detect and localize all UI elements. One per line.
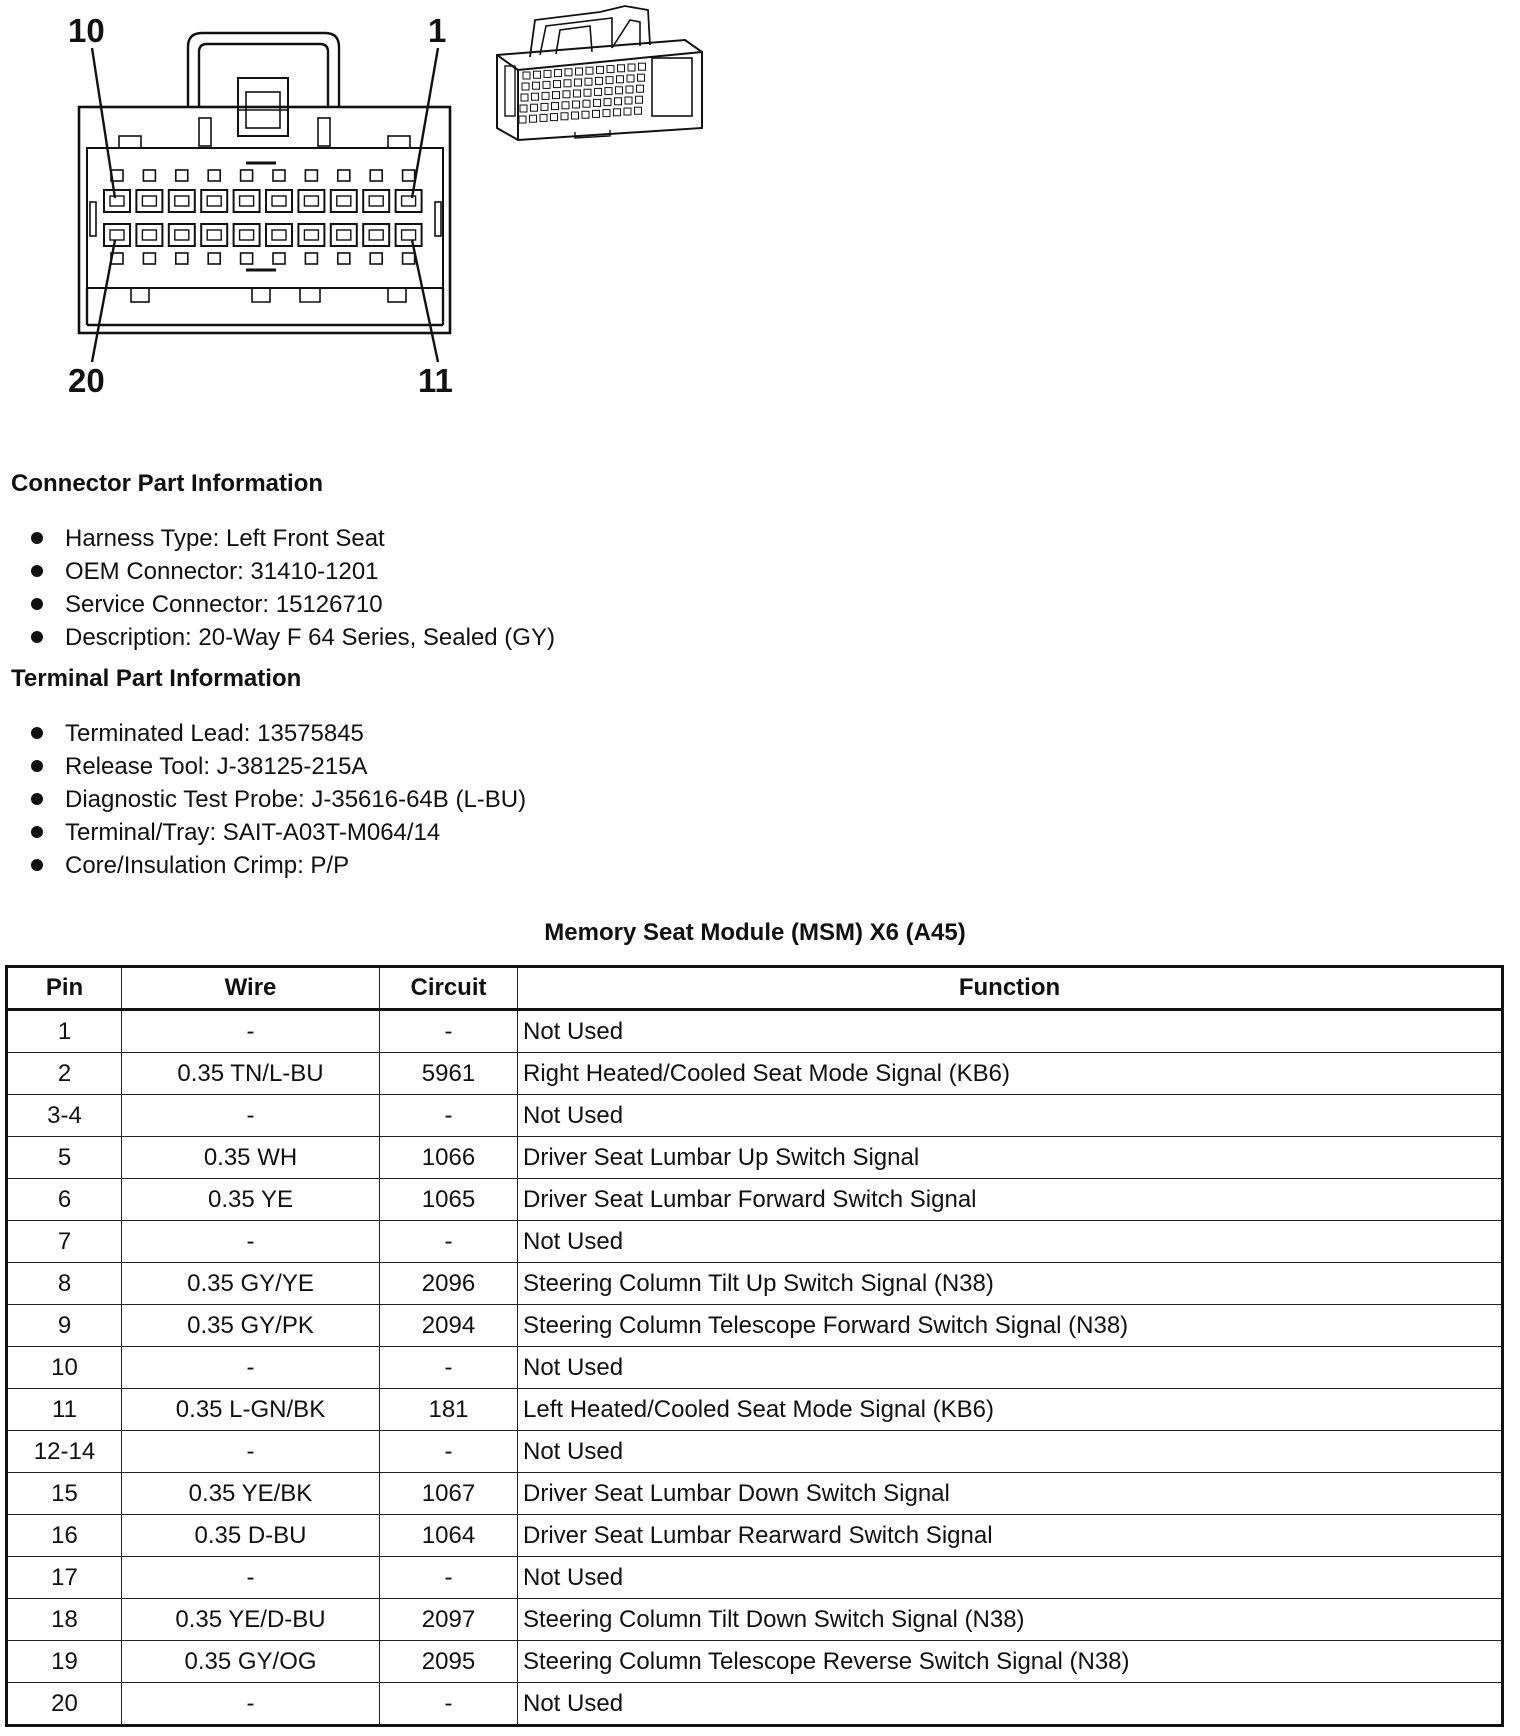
pin-cell: 16 xyxy=(7,1515,122,1557)
iso-cavity xyxy=(530,115,537,122)
circuit-cell: 2097 xyxy=(380,1599,518,1641)
wire-cell: - xyxy=(122,1683,380,1726)
circuit-cell: - xyxy=(380,1010,518,1053)
list-item xyxy=(28,555,555,588)
table-row xyxy=(7,1305,1503,1347)
terminal-info-release-tool: Release Tool: J-38125-215A xyxy=(65,753,368,780)
cavity-key-slot xyxy=(208,253,220,264)
function-cell: Not Used xyxy=(518,1431,1503,1473)
iso-cavity xyxy=(615,98,622,105)
table-row xyxy=(7,1683,1503,1726)
pin-cavity-inner xyxy=(272,196,286,206)
iso-cavity xyxy=(543,81,550,88)
table-row xyxy=(7,1137,1503,1179)
cavity-key-slot xyxy=(273,253,285,264)
wire-cell: 0.35 YE/BK xyxy=(122,1473,380,1515)
list-item xyxy=(28,717,526,750)
connector-info-harness-type: Harness Type: Left Front Seat xyxy=(65,525,385,552)
iso-cavity xyxy=(520,105,527,112)
function-cell: Driver Seat Lumbar Up Switch Signal xyxy=(518,1137,1503,1179)
iso-cavity xyxy=(616,87,623,94)
function-cell: Steering Column Telescope Forward Switch Signal (N38) xyxy=(518,1305,1503,1347)
iso-cavity xyxy=(563,91,570,98)
circuit-cell: - xyxy=(380,1557,518,1599)
pin-cavity-inner xyxy=(402,230,416,240)
iso-cavity xyxy=(626,86,633,93)
function-cell: Right Heated/Cooled Seat Mode Signal (KB6) xyxy=(518,1053,1503,1095)
table-row xyxy=(7,1557,1503,1599)
pin-cell: 1 xyxy=(7,1010,122,1053)
pin-cell: 7 xyxy=(7,1221,122,1263)
wire-cell: - xyxy=(122,1557,380,1599)
iso-cavity xyxy=(639,63,646,70)
terminal-info-terminal-tray: Terminal/Tray: SAIT-A03T-M064/14 xyxy=(65,819,441,846)
iso-cavity xyxy=(552,103,559,110)
wire-cell: 0.35 YE/D-BU xyxy=(122,1599,380,1641)
cavity-key-slot xyxy=(143,253,155,264)
column-header-circuit: Circuit xyxy=(380,967,518,1010)
iso-cavity xyxy=(573,101,580,108)
connector-isometric-view xyxy=(497,6,702,140)
pin-cavity-inner xyxy=(369,230,383,240)
function-cell: Not Used xyxy=(518,1010,1503,1053)
iso-cavity xyxy=(551,114,558,121)
function-cell: Left Heated/Cooled Seat Mode Signal (KB6) xyxy=(518,1389,1503,1431)
column-header-pin: Pin xyxy=(7,967,122,1010)
wire-cell: 0.35 WH xyxy=(122,1137,380,1179)
iso-cavity xyxy=(605,88,612,95)
column-header-wire: Wire xyxy=(122,967,380,1010)
iso-cavity xyxy=(561,113,568,120)
circuit-cell: 2094 xyxy=(380,1305,518,1347)
function-cell: Steering Column Tilt Up Switch Signal (N38) xyxy=(518,1263,1503,1305)
iso-cavity xyxy=(595,88,602,95)
iso-cavity xyxy=(544,70,551,77)
pin-cell: 18 xyxy=(7,1599,122,1641)
wire-cell: - xyxy=(122,1347,380,1389)
wire-cell: 0.35 YE xyxy=(122,1179,380,1221)
function-cell: Steering Column Tilt Down Switch Signal (N38) xyxy=(518,1599,1503,1641)
pin-cell: 2 xyxy=(7,1053,122,1095)
pin-cavity-inner xyxy=(402,196,416,206)
bullet-icon xyxy=(31,760,43,772)
pin-cell: 19 xyxy=(7,1641,122,1683)
circuit-cell: 1067 xyxy=(380,1473,518,1515)
function-cell: Driver Seat Lumbar Down Switch Signal xyxy=(518,1473,1503,1515)
table-row xyxy=(7,1515,1503,1557)
circuit-cell: - xyxy=(380,1095,518,1137)
table-row xyxy=(7,1179,1503,1221)
iso-cavity xyxy=(638,74,645,81)
pin-cavity-inner xyxy=(240,230,254,240)
pin-label-10: 10 xyxy=(68,12,105,49)
pin-cavity-inner xyxy=(142,196,156,206)
iso-cavity xyxy=(625,97,632,104)
list-item xyxy=(28,849,526,882)
cavity-key-slot xyxy=(370,170,382,181)
circuit-cell: 1066 xyxy=(380,1137,518,1179)
pin-cell: 15 xyxy=(7,1473,122,1515)
pin-cell: 17 xyxy=(7,1557,122,1599)
connector-diagram xyxy=(0,0,720,410)
pin-cavity-inner xyxy=(337,196,351,206)
function-cell: Not Used xyxy=(518,1683,1503,1726)
function-cell: Driver Seat Lumbar Forward Switch Signal xyxy=(518,1179,1503,1221)
function-cell: Not Used xyxy=(518,1347,1503,1389)
iso-cavity xyxy=(531,104,538,111)
iso-cavity xyxy=(583,100,590,107)
pin-cell: 5 xyxy=(7,1137,122,1179)
circuit-cell: 2096 xyxy=(380,1263,518,1305)
iso-cavity xyxy=(540,114,547,121)
pin-cell: 3-4 xyxy=(7,1095,122,1137)
iso-cavity xyxy=(534,71,541,78)
iso-cavity xyxy=(597,66,604,73)
iso-cavity xyxy=(596,77,603,84)
iso-cavity xyxy=(523,72,530,79)
pin-cavity-inner xyxy=(142,230,156,240)
wire-cell: - xyxy=(122,1095,380,1137)
iso-cavity xyxy=(627,75,634,82)
cavity-key-slot xyxy=(338,253,350,264)
iso-cavity xyxy=(519,116,526,123)
iso-cavity xyxy=(617,76,624,83)
table-row xyxy=(7,1095,1503,1137)
circuit-cell: 5961 xyxy=(380,1053,518,1095)
cavity-key-slot xyxy=(403,253,415,264)
list-item xyxy=(28,750,526,783)
wire-cell: 0.35 L-GN/BK xyxy=(122,1389,380,1431)
pin-cavity-inner xyxy=(110,230,124,240)
cavity-key-slot xyxy=(241,253,253,264)
iso-cavity xyxy=(553,92,560,99)
bullet-icon xyxy=(31,598,43,610)
pin-cavity-inner xyxy=(207,230,221,240)
pin-label-1: 1 xyxy=(428,12,447,49)
iso-cavity xyxy=(541,103,548,110)
table-row xyxy=(7,1347,1503,1389)
iso-cavity xyxy=(574,90,581,97)
pin-table xyxy=(5,965,1504,1727)
iso-cavity xyxy=(575,79,582,86)
table-row xyxy=(7,1010,1503,1053)
terminal-info-terminated-lead: Terminated Lead: 13575845 xyxy=(65,720,364,747)
connector-part-info-list xyxy=(28,522,555,654)
cavity-key-slot xyxy=(305,253,317,264)
function-cell: Not Used xyxy=(518,1557,1503,1599)
column-header-function: Function xyxy=(518,967,1503,1010)
pin-cavity-inner xyxy=(207,196,221,206)
terminal-part-info-title: Terminal Part Information xyxy=(11,665,302,692)
list-item xyxy=(28,783,526,816)
iso-cavity xyxy=(586,67,593,74)
table-row xyxy=(7,1263,1503,1305)
wire-cell: - xyxy=(122,1010,380,1053)
circuit-cell: - xyxy=(380,1221,518,1263)
pin-cavity-inner xyxy=(272,230,286,240)
pin-cell: 9 xyxy=(7,1305,122,1347)
iso-cavity xyxy=(618,65,625,72)
wire-cell: - xyxy=(122,1221,380,1263)
pin-cell: 10 xyxy=(7,1347,122,1389)
terminal-part-info-list xyxy=(28,717,526,882)
bullet-icon xyxy=(31,727,43,739)
iso-cavity xyxy=(635,107,642,114)
cavity-key-slot xyxy=(143,170,155,181)
iso-cavity xyxy=(555,70,562,77)
iso-cavity xyxy=(585,78,592,85)
cavity-key-slot xyxy=(176,253,188,264)
cavity-key-slot xyxy=(176,170,188,181)
iso-cavity xyxy=(614,109,621,116)
iso-cavity xyxy=(521,94,528,101)
iso-cavity xyxy=(572,112,579,119)
iso-cavity xyxy=(532,93,539,100)
list-item xyxy=(28,522,555,555)
connector-info-oem-connector: OEM Connector: 31410-1201 xyxy=(65,558,379,585)
terminal-info-test-probe: Diagnostic Test Probe: J-35616-64B (L-BU) xyxy=(65,786,527,813)
table-row xyxy=(7,1053,1503,1095)
iso-cavity xyxy=(624,108,631,115)
terminal-info-crimp: Core/Insulation Crimp: P/P xyxy=(65,852,350,879)
function-cell: Steering Column Telescope Reverse Switch Signal (N38) xyxy=(518,1641,1503,1683)
iso-cavity xyxy=(607,66,614,73)
pin-label-20: 20 xyxy=(68,362,105,399)
pin-cell: 12-14 xyxy=(7,1431,122,1473)
connector-part-info-title: Connector Part Information xyxy=(11,470,324,497)
circuit-cell: - xyxy=(380,1431,518,1473)
table-header-row xyxy=(7,967,1503,1010)
table-row xyxy=(7,1389,1503,1431)
table-row xyxy=(7,1599,1503,1641)
iso-cavity xyxy=(582,111,589,118)
iso-cavity xyxy=(637,85,644,92)
table-row xyxy=(7,1641,1503,1683)
pin-cell: 11 xyxy=(7,1389,122,1431)
function-cell: Driver Seat Lumbar Rearward Switch Signal xyxy=(518,1515,1503,1557)
pin-label-11: 11 xyxy=(418,362,453,399)
cavity-key-slot xyxy=(370,253,382,264)
pin-cavity-inner xyxy=(175,230,189,240)
function-cell: Not Used xyxy=(518,1095,1503,1137)
pin-cell: 20 xyxy=(7,1683,122,1726)
cavity-key-slot xyxy=(305,170,317,181)
connector-face-view xyxy=(79,33,450,333)
wire-cell: 0.35 GY/OG xyxy=(122,1641,380,1683)
table-row xyxy=(7,1473,1503,1515)
circuit-cell: 1064 xyxy=(380,1515,518,1557)
cavity-key-slot xyxy=(241,170,253,181)
iso-cavity xyxy=(606,77,613,84)
cavity-key-slot xyxy=(338,170,350,181)
circuit-cell: - xyxy=(380,1347,518,1389)
pin-cavity-inner xyxy=(240,196,254,206)
pin-cavity-inner xyxy=(369,196,383,206)
function-cell: Not Used xyxy=(518,1221,1503,1263)
iso-cavity xyxy=(584,89,591,96)
wire-cell: 0.35 TN/L-BU xyxy=(122,1053,380,1095)
table-row xyxy=(7,1431,1503,1473)
list-item xyxy=(28,621,555,654)
iso-cavity xyxy=(628,64,635,71)
table-row xyxy=(7,1221,1503,1263)
pin-cavities xyxy=(104,170,422,264)
iso-cavity xyxy=(576,68,583,75)
circuit-cell: - xyxy=(380,1683,518,1726)
iso-cavity xyxy=(562,102,569,109)
iso-cavity xyxy=(522,83,529,90)
connector-info-service-connector: Service Connector: 15126710 xyxy=(65,591,383,618)
bullet-icon xyxy=(31,532,43,544)
circuit-cell: 1065 xyxy=(380,1179,518,1221)
iso-cavity xyxy=(594,99,601,106)
wire-cell: 0.35 D-BU xyxy=(122,1515,380,1557)
wire-cell: 0.35 GY/PK xyxy=(122,1305,380,1347)
bullet-icon xyxy=(31,565,43,577)
wire-cell: - xyxy=(122,1431,380,1473)
list-item xyxy=(28,588,555,621)
circuit-cell: 181 xyxy=(380,1389,518,1431)
list-item xyxy=(28,816,526,849)
pin-cell: 8 xyxy=(7,1263,122,1305)
bullet-icon xyxy=(31,826,43,838)
bullet-icon xyxy=(31,631,43,643)
cavity-key-slot xyxy=(403,170,415,181)
pin-table-title: Memory Seat Module (MSM) X6 (A45) xyxy=(544,919,966,946)
iso-cavity xyxy=(565,69,572,76)
iso-cavity xyxy=(593,110,600,117)
cavity-key-slot xyxy=(273,170,285,181)
connector-info-description: Description: 20-Way F 64 Series, Sealed (GY) xyxy=(65,624,555,651)
pin-cavity-inner xyxy=(337,230,351,240)
bullet-icon xyxy=(31,793,43,805)
iso-cavity xyxy=(604,99,611,106)
pin-cavity-inner xyxy=(175,196,189,206)
wire-cell: 0.35 GY/YE xyxy=(122,1263,380,1305)
iso-cavity xyxy=(564,80,571,87)
cavity-key-slot xyxy=(208,170,220,181)
iso-cavity xyxy=(542,92,549,99)
iso-cavity xyxy=(533,82,540,89)
pin-cell: 6 xyxy=(7,1179,122,1221)
bullet-icon xyxy=(31,859,43,871)
iso-cavity xyxy=(554,81,561,88)
iso-cavity xyxy=(636,96,643,103)
circuit-cell: 2095 xyxy=(380,1641,518,1683)
iso-cavity xyxy=(603,110,610,117)
pin-cavity-inner xyxy=(110,196,124,206)
pin-cavity-inner xyxy=(304,196,318,206)
pin-cavity-inner xyxy=(304,230,318,240)
